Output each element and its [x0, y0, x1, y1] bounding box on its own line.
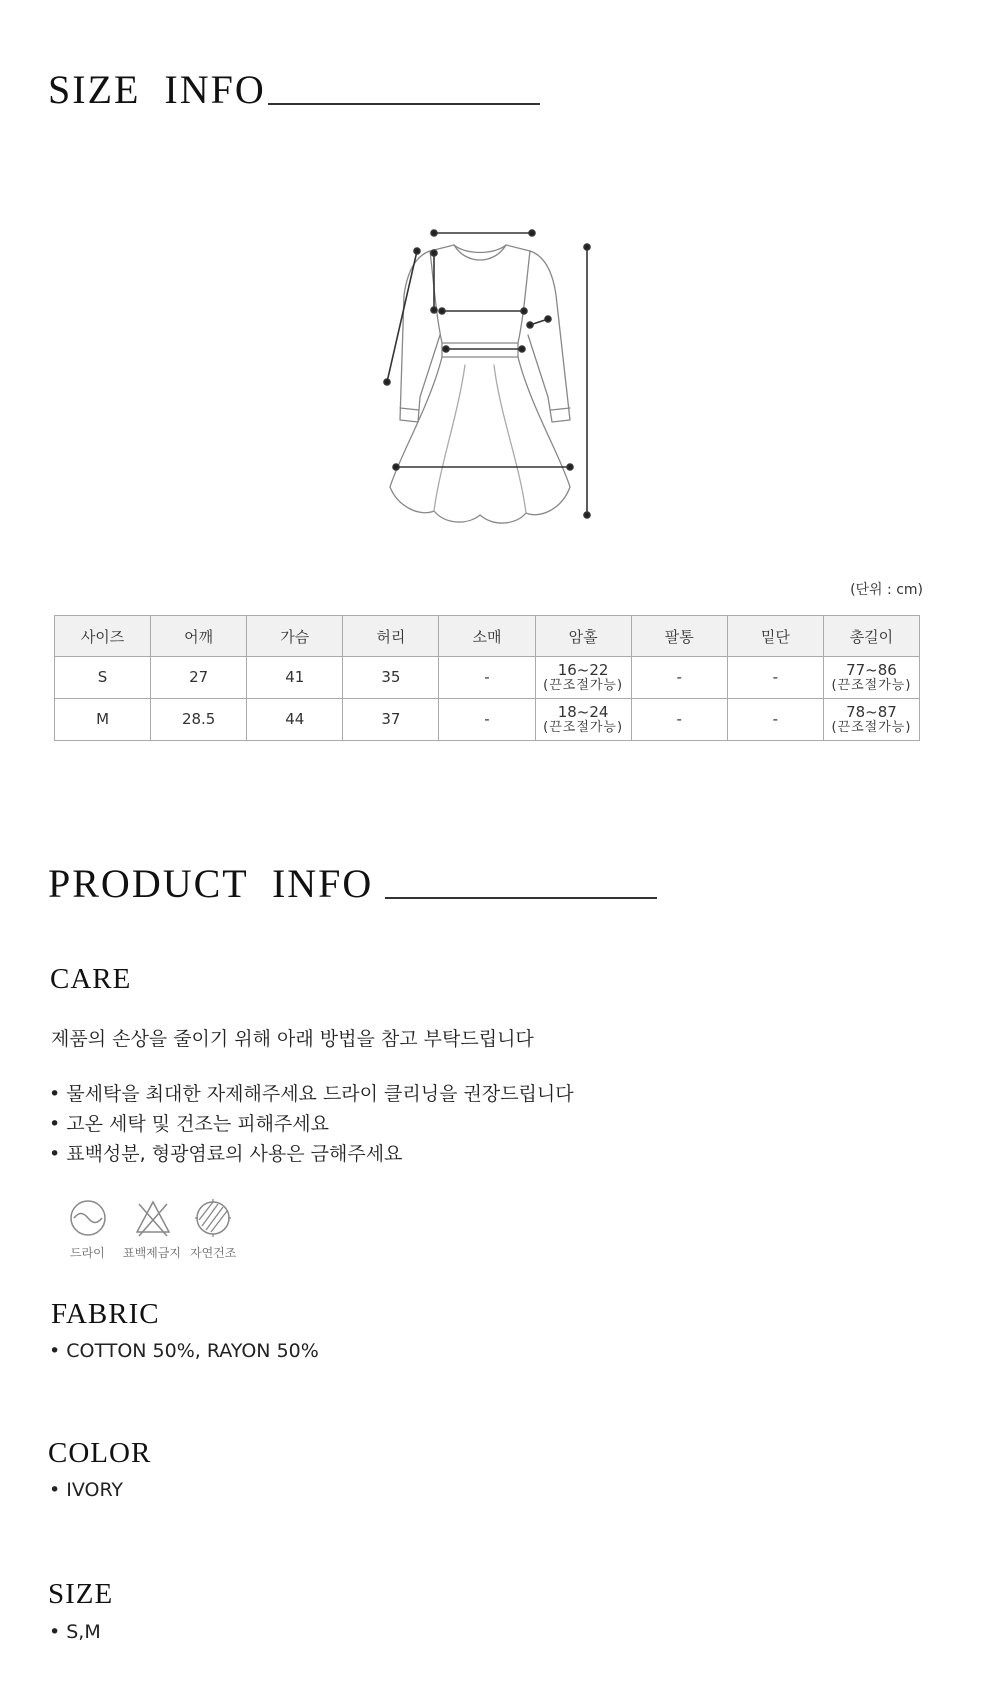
- cell-waist: 37: [343, 699, 439, 741]
- unit-note: (단위 : cm): [850, 582, 923, 598]
- product-info-title-rule: [385, 897, 657, 899]
- table-row: [55, 699, 920, 741]
- cell-arm: -: [631, 657, 727, 699]
- dress-measurement-diagram: [370, 225, 610, 530]
- cell-length-note: (끈조절가능): [831, 719, 912, 735]
- no-bleach-label: 표백제금지: [123, 1246, 181, 1260]
- dry-clean-label: 드라이: [70, 1246, 105, 1260]
- col-header-armhole: 암홀: [535, 616, 631, 657]
- col-header-arm: 팔통: [631, 616, 727, 657]
- size-heading: SIZE: [48, 1578, 114, 1610]
- cell-chest: 41: [247, 657, 343, 699]
- col-header-chest: 가슴: [247, 616, 343, 657]
- cell-armhole-value: 18~24: [557, 702, 609, 721]
- cell-waist: 35: [343, 657, 439, 699]
- fabric-heading: FABRIC: [51, 1298, 160, 1330]
- care-bullet: • 물세탁을 최대한 자제해주세요 드라이 클리닝을 권장드립니다: [49, 1079, 574, 1106]
- natural-dry-label: 자연건조: [190, 1246, 237, 1260]
- cell-chest: 44: [247, 699, 343, 741]
- cell-length: [823, 657, 919, 699]
- cell-size: M: [55, 699, 151, 741]
- cell-sleeve: -: [439, 657, 535, 699]
- col-header-length: 총길이: [823, 616, 919, 657]
- cell-length-value: 77~86: [846, 660, 897, 679]
- dry-clean-icon: [66, 1196, 110, 1240]
- product-info-title: PRODUCT INFO: [48, 861, 374, 906]
- cell-armhole: [535, 657, 631, 699]
- cell-hem: -: [727, 699, 823, 741]
- cell-armhole-value: 16~22: [557, 660, 609, 679]
- cell-length-note: (끈조절가능): [831, 677, 912, 693]
- care-bullet: • 표백성분, 형광염료의 사용은 금해주세요: [49, 1139, 402, 1166]
- table-row: [55, 657, 920, 699]
- cell-arm: -: [631, 699, 727, 741]
- col-header-waist: 허리: [343, 616, 439, 657]
- fabric-value: • COTTON 50%, RAYON 50%: [49, 1340, 319, 1362]
- care-heading: CARE: [50, 963, 132, 995]
- cell-armhole: [535, 699, 631, 741]
- color-heading: COLOR: [48, 1437, 152, 1469]
- size-info-title: SIZE INFO: [48, 67, 266, 112]
- cell-armhole-note: (끈조절가능): [543, 677, 624, 693]
- col-header-sleeve: 소매: [439, 616, 535, 657]
- cell-sleeve: -: [439, 699, 535, 741]
- cell-length-value: 78~87: [846, 702, 897, 721]
- cell-length: [823, 699, 919, 741]
- natural-dry-icon: [191, 1196, 235, 1240]
- size-value: • S,M: [49, 1621, 101, 1643]
- col-header-shoulder: 어깨: [151, 616, 247, 657]
- table-header-row: [55, 616, 920, 657]
- no-bleach-icon: [131, 1196, 175, 1240]
- care-intro: 제품의 손상을 줄이기 위해 아래 방법을 참고 부탁드립니다: [51, 1028, 534, 1050]
- size-table: [54, 615, 920, 741]
- size-info-title-rule: [268, 103, 540, 105]
- cell-size: S: [55, 657, 151, 699]
- col-header-size: 사이즈: [55, 616, 151, 657]
- cell-hem: -: [727, 657, 823, 699]
- cell-shoulder: 28.5: [151, 699, 247, 741]
- color-value: • IVORY: [49, 1479, 123, 1501]
- cell-shoulder: 27: [151, 657, 247, 699]
- cell-armhole-note: (끈조절가능): [543, 719, 624, 735]
- col-header-hem: 밑단: [727, 616, 823, 657]
- care-bullet: • 고온 세탁 및 건조는 피해주세요: [49, 1109, 329, 1136]
